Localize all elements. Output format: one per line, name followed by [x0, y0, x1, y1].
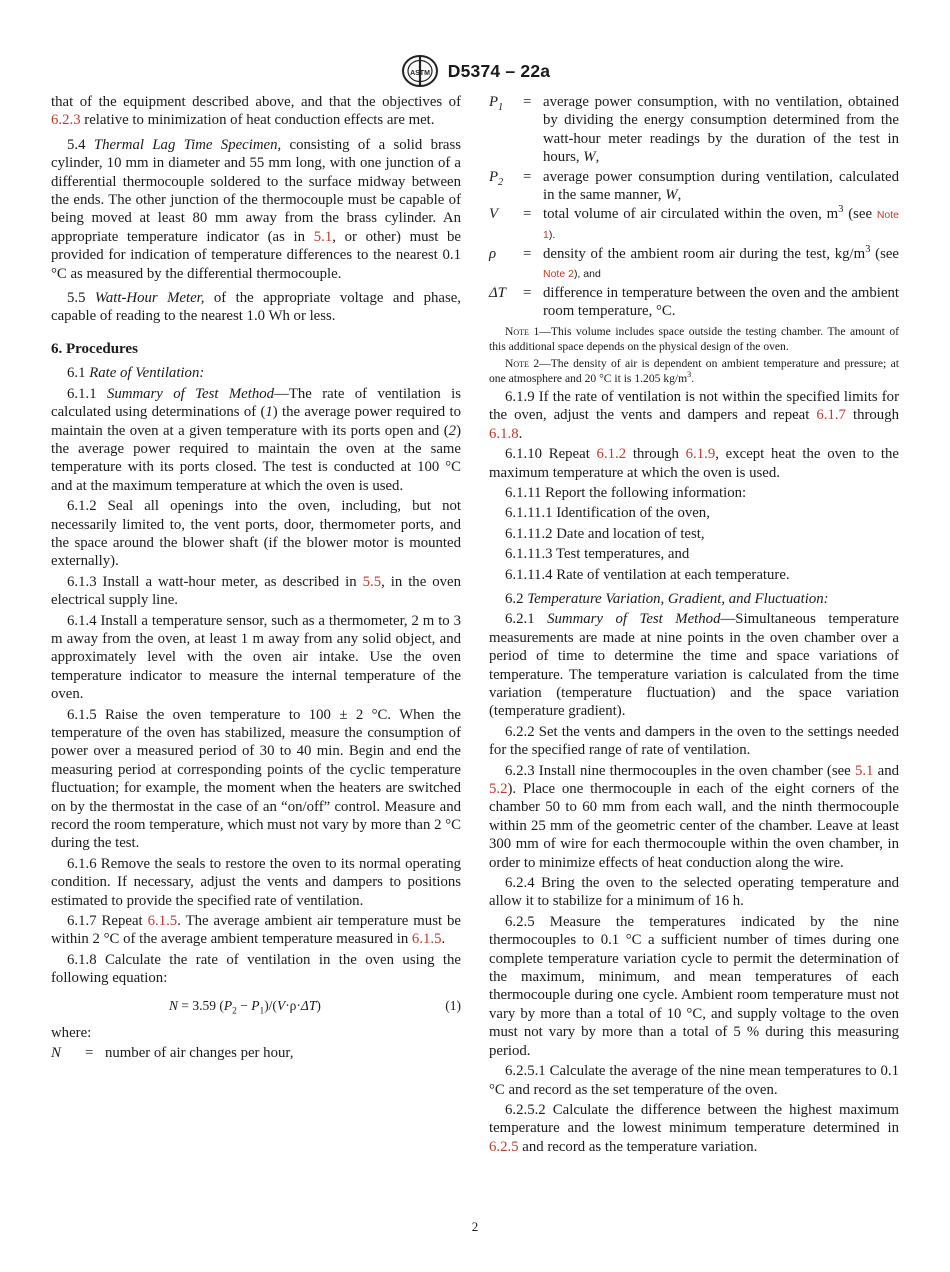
page-number: 2: [471, 1219, 479, 1234]
ref-link[interactable]: 6.2.5: [489, 1138, 519, 1155]
paragraph-6-2: 6.2 Temperature Variation, Gradient, and Fluctuation:: [505, 590, 829, 607]
paragraph-6-2-5-2: 6.2.5.2 Calculate the difference between the highest maximum temperature and the lowest minimum temperature determined in 6.2.5 and record as the temperature variation.: [489, 1101, 899, 1155]
ref-link[interactable]: 5.2: [489, 781, 508, 797]
paragraph-6-2-2: 6.2.2 Set the vents and dampers in the oven to the settings needed for the specified range of rate of ventilation.: [489, 723, 899, 759]
paragraph-6-2-5: 6.2.5 Measure the temperatures indicated by the nine thermocouples to 0.1 °C a sufficient number of times during one complete temperature variation cycle to permit the determination of the maximum, minimum, and mean temperatures of each thermocouple during one cycle. Ambient room temperature must not vary by more than a total of 10 °C, and supply voltage to the oven must not vary by more than a total of 5 % during this measuring period.: [489, 913, 899, 1059]
paragraph-6-1-9: 6.1.9 If the rate of ventilation is not within the specified limits for the oven, adjust the vents and dampers and repeat 6.1.7 through 6.1.8.: [489, 388, 900, 442]
ref-link[interactable]: 5.1: [313, 228, 333, 245]
note-link[interactable]: Note 2: [543, 267, 574, 280]
paragraph-6-2-1: 6.2.1 Summary of Test Method—Simultaneous temperature measurements are made at nine points in the oven chamber over a period of time to determine the time and space variations of temperature. The temperature variation is calculated from the time variation (temperature fluctuation) and the space variation (temperature gradient).: [489, 611, 899, 720]
ref-link[interactable]: 6.1.8: [489, 425, 519, 442]
paragraph-6-1-11: 6.1.11 Report the following information:: [505, 484, 747, 501]
list-item: 6.1.11.2 Date and location of test,: [505, 525, 705, 542]
paragraph-6-1-8: 6.1.8 Calculate the rate of ventilation in the oven using the following equation:: [51, 951, 461, 987]
ref-link[interactable]: 6.1.7: [816, 407, 846, 424]
paragraph-5-5: 5.5 Watt-Hour Meter, of the appropriate voltage and phase, capable of reading to the nearest 1.0 Wh or less.: [51, 290, 461, 325]
ref-link[interactable]: 6.1.2: [596, 446, 627, 463]
paragraph-continuation: that of the equipment described above, and that the objectives of 6.2.3 relative to minimization of heat conduction effects are met.: [51, 94, 461, 129]
svg-text:ASTM: ASTM: [409, 70, 430, 77]
note-link[interactable]: Note 1: [543, 209, 899, 241]
paragraph-6-2-3: 6.2.3 Install nine thermocouples in the oven chamber (see 5.1 and 5.2). Place one thermocouple in each of the eight corners of the chamber 50 to 60 mm from each wall, and the ninth thermocouple within 25 mm of the geometric center of the chamber. Leave at least 300 mm of wire for each thermocouple within the oven chamber, in order to minimize effects of heat conduction along the wire.: [489, 762, 899, 871]
list-item: 6.1.11.1 Identification of the oven,: [505, 505, 710, 522]
paragraph-6-1-6: 6.1.6 Remove the seals to restore the oven to its normal operating condition. If necessary, adjust the vents and dampers to positions estimated to provide the specified rate of ventilation.: [51, 855, 461, 909]
note-2: Note 2—The density of air is dependent on ambient temperature and pressure; at one atmosphere and 20 °C it is 1.205 $kg/m^3$.: [489, 356, 899, 385]
where-label: where:: [51, 1024, 92, 1041]
paragraph-6-1-5: 6.1.5 Raise the oven temperature to 100 ± 2 °C. When the temperature of the oven has stabilized, measure the consumption of power over a measured period of 30 to 40 min. Begin and end the measuring period at corresponding points of the cyclic temperature fluctuation; for example, the moment when the heaters are switched on by the thermostat in the case of an “on/off” control. Measure and record the room temperature, which must not vary by more than 2 °C during the test.: [51, 706, 461, 852]
page-header: [0, 54, 950, 88]
equation-1: N = 3.59 $(P_2 - P_1)/(V\cdot\rho\cdot\Delta T)$ (1): [169, 997, 461, 1017]
right-column: [489, 93, 899, 1158]
paragraph-6-1-3: 6.1.3 Install a watt-hour meter, as described in 5.5, in the oven electrical supply line.: [51, 573, 461, 609]
ref-link[interactable]: 6.1.5: [147, 913, 178, 930]
paragraph-6-1-10: 6.1.10 Repeat 6.1.2 through 6.1.9, except heat the oven to the maximum temperature at which the oven is used.: [489, 446, 899, 481]
paragraph-6-1-2: 6.1.2 Seal all openings into the oven, including, but not necessarily limited to, the vent ports, door, thermometer ports, and the space around the blower shaft (if the blower motor is mounted externally).: [51, 498, 461, 570]
ref-link[interactable]: 6.1.5: [411, 931, 442, 948]
list-item: 6.1.11.4 Rate of ventilation at each temperature.: [505, 566, 790, 583]
document-designation: D5374 – 22a: [447, 60, 551, 81]
paragraph-6-2-5-1: 6.2.5.1 Calculate the average of the nine mean temperatures to 0.1 °C and record as the set temperature of the oven.: [489, 1063, 899, 1098]
left-column: [51, 93, 461, 1064]
paragraph-6-1-7: 6.1.7 Repeat 6.1.5. The average ambient air temperature must be within 2 °C of the average ambient temperature measured in 6.1.5.: [51, 913, 461, 948]
paragraph-6-1: 6.1 Rate of Ventilation:: [67, 365, 205, 382]
note-1: Note 1—This volume includes space outside the testing chamber. The amount of this additional space depends on the physical design of the oven.: [489, 324, 899, 353]
paragraph-6-1-4: 6.1.4 Install a temperature sensor, such as a thermometer, 2 m to 3 m away from the oven, at least 1 m away from any solid object, and approximately level with the oven air intake. Use the oven temperature indicator to measure the internal temperature of the oven.: [51, 612, 461, 703]
ref-link[interactable]: 5.1: [854, 762, 874, 779]
equation-number: (1): [445, 997, 461, 1013]
ref-link[interactable]: 6.1.9: [685, 446, 716, 463]
list-item: 6.1.11.3 Test temperatures, and: [505, 546, 690, 563]
paragraph-5-4: 5.4 Thermal Lag Time Specimen, consisting of a solid brass cylinder, 10 mm in diameter and 55 mm long, with one junction of a differential thermocouple soldered to the surface midway between the ends. The other junction of the thermocouple must be capable of being moved at least 80 mm away from the brass cylinder. An appropriate temperature indicator (as in 5.1, or other) must be provided for indication of temperature differences to the nearest 0.1 °C as measured by the differential thermocouple.: [51, 136, 462, 282]
ref-link[interactable]: 5.5: [362, 573, 382, 590]
astm-logo-icon: [400, 54, 440, 88]
paragraph-6-2-4: 6.2.4 Bring the oven to the selected operating temperature and allow it to stabilize for a minimum of 16 h.: [489, 875, 899, 910]
section-heading-procedures: 6. Procedures: [51, 340, 138, 357]
variable-definitions: $P_1$ = average power consumption, with no ventilation, obtained by dividing the energy consumption determined from the watt-hour meter readings by the duration of the test in hours, W, $P_2$ = average power consumption during ventilation, calculated in the same manner, W, V = total volume of air circulated within the oven, $m^3$ (see Note 1). ρ = density of the ambient room air during the test, $kg/m^3$ (see Note 2), and ΔT = difference in temperature between the oven and the ambient room temperature, °C.: [489, 94, 899, 320]
ref-link[interactable]: 6.2.3: [51, 112, 81, 129]
paragraph-6-1-1: 6.1.1 Summary of Test Method—The rate of ventilation is calculated using determinations of (1) the average power required to maintain the oven at a given temperature with its ports open and (2) the average power required to maintain the oven at the same temperature with its ports closed. The test is conducted at 100 °C and at the maximum temperature at which the oven is used.: [51, 385, 461, 494]
variable-list: N = number of air changes per hour,: [51, 1045, 294, 1062]
